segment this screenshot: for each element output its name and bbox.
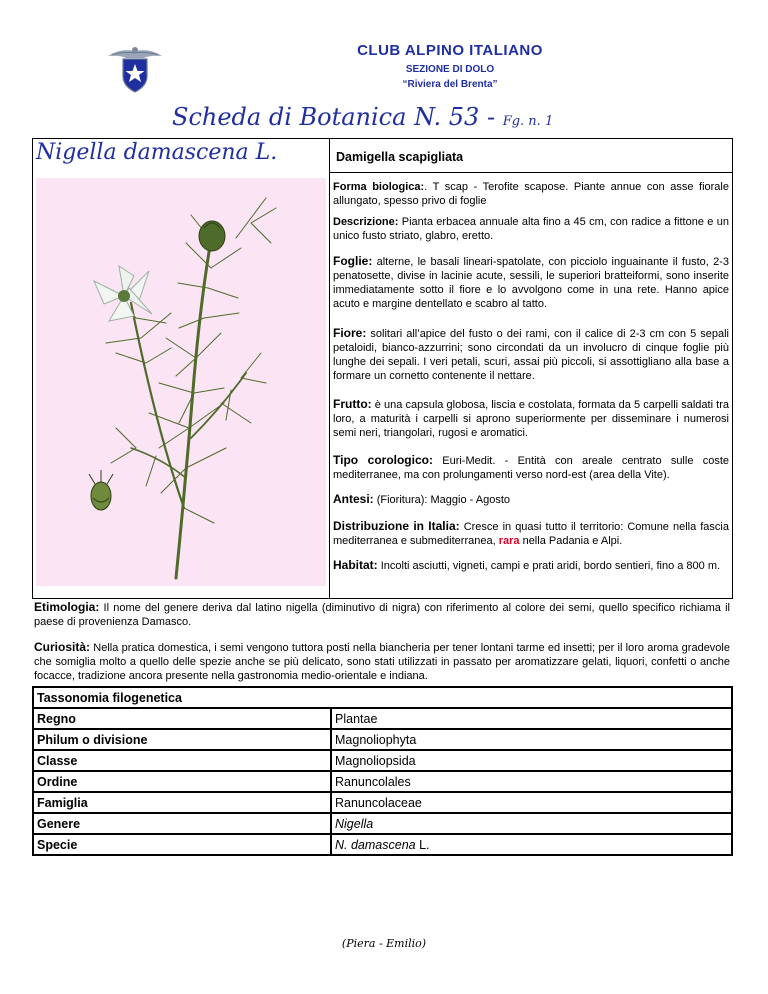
curiosita-label: Curiosità: [34, 640, 91, 654]
table-row [33, 729, 732, 750]
distribuzione-text-2: nella Padania e Alpi. [519, 535, 623, 547]
plant-drawing [36, 178, 326, 586]
etimologia-label: Etimologia: [34, 600, 100, 614]
common-name: Damigella scapigliata [336, 150, 464, 164]
taxonomy-key: Regno [33, 708, 331, 729]
forma-label: Forma biologica: [333, 181, 425, 193]
habitat [333, 558, 729, 573]
fiore [333, 326, 729, 383]
habitat-text: Incolti asciutti, vigneti, campi e prati aridi, bordo sentieri, fino a 800 m. [377, 560, 721, 572]
species-italic: N. damascena [335, 837, 416, 852]
org-name: CLUB ALPINO ITALIANO [357, 42, 543, 59]
antesi [333, 492, 729, 507]
frutto-text: è una capsula globosa, liscia e costolata, formata da 5 carpelli saldati tra loro, a maturità i carpelli si aprono superiormente per disseminare i numerosi semi neri, triangolari, rugosi e aromatici. [333, 399, 729, 439]
fiore-text: solitari all’apice del fusto o dei rami, con il calice di 2-3 cm con 5 sepali petaloidi, bianco-azzurrini; sono circondati da un involucro di cinque foglie più lunghe dei sepali. I veri petali, scuri, assai più piccoli, si assottigliano alla base a formare un cornetto contenente il nettare. [333, 328, 729, 382]
table-row [33, 771, 732, 792]
sheet-page: Fg. n. 1 [502, 114, 554, 129]
forma-biologica [333, 180, 729, 208]
table-row [33, 708, 732, 729]
table-row [33, 834, 732, 855]
forma-text: . T scap - Terofite scapose. Piante annue con asse fiorale allungato, spesso privo di foglie [333, 181, 729, 207]
table-row [33, 792, 732, 813]
table-row [33, 750, 732, 771]
descrizione [333, 215, 729, 243]
taxonomy-table [32, 686, 733, 856]
tipo-text: Euri-Medit. - Entità con areale centrato sulle coste mediterranee, ma con prolungamenti verso nord-est (area della Vite). [333, 455, 729, 481]
distribuzione-label: Distribuzione in Italia: [333, 519, 460, 533]
taxonomy-key: Philum o divisione [33, 729, 331, 750]
frutto-label: Frutto: [333, 397, 372, 411]
descrizione-text: Pianta erbacea annuale alta fino a 45 cm, con radice a fittone e un unico fusto striato, glabro, eretto. [333, 216, 729, 242]
taxonomy-value: Ranuncolales [331, 771, 732, 792]
foglie-text: alterne, le basali lineari-spatolate, con picciolo inguainante il fusto, 2-3 penatosette, divise in lacinie acute, sessili, le superiori bratteiformi, sono inserite immediatamente sotto il fiore e lo avvolgono come in una rete. Hanno apice acuto e margine dentellato e scabro al tatto. [333, 256, 729, 310]
plant-illustration [36, 178, 326, 586]
etimologia [34, 600, 730, 629]
taxonomy-value [331, 834, 732, 855]
foglie [333, 254, 729, 311]
taxonomy-value: Plantae [331, 708, 732, 729]
column-divider [329, 138, 330, 599]
foglie-label: Foglie: [333, 254, 373, 268]
descrizione-label: Descrizione: [333, 216, 399, 228]
distribuzione [333, 519, 729, 548]
taxonomy-key: Classe [33, 750, 331, 771]
sheet-title [172, 103, 553, 131]
tipo-label: Tipo corologico: [333, 453, 433, 467]
curiosita [34, 640, 730, 683]
frutto [333, 397, 729, 440]
org-section: SEZIONE DI DOLO [405, 64, 495, 75]
taxonomy-value: Magnoliopsida [331, 750, 732, 771]
table-row [33, 813, 732, 834]
taxonomy-key: Famiglia [33, 792, 331, 813]
scientific-name: Nigella damascena L. [36, 140, 278, 165]
taxonomy-value: Ranuncolaceae [331, 792, 732, 813]
etimologia-text: Il nome del genere deriva dal latino nigella (diminutivo di nigra) con riferimento al colore dei semi, quello specifico richiama il paese di provenienza Damasco. [34, 602, 730, 628]
org-subtitle: “Riviera del Brenta” [402, 79, 498, 90]
antesi-text: (Fioritura): Maggio - Agosto [373, 494, 511, 506]
antesi-label: Antesi: [333, 492, 374, 506]
habitat-label: Habitat: [333, 558, 378, 572]
taxonomy-header-row [33, 687, 732, 708]
taxonomy-title: Tassonomia filogenetica [33, 687, 732, 708]
fiore-label: Fiore: [333, 326, 367, 340]
curiosita-text: Nella pratica domestica, i semi vengono tuttora posti nella biancheria per tener lontani tarme ed insetti; per il loro aroma gradevole che somiglia molto a quello delle spezie anche se più delicato, sono stati utilizzati in passato per aromatizzare gelati, liquori, confetti o anche focacce, tradizione ancora presente nella gastronomia medio-orientale e indiana. [34, 642, 730, 682]
cai-logo [106, 42, 164, 94]
common-name-divider [329, 172, 733, 173]
taxonomy-key: Ordine [33, 771, 331, 792]
sheet-title-text: Scheda di Botanica N. 53 - [172, 103, 496, 131]
taxonomy-value: Magnoliophyta [331, 729, 732, 750]
rara-highlight: rara [498, 535, 520, 547]
distribuzione-text-1: Cresce in quasi tutto il territorio: Comune nella fascia mediterranea e submediterranea, [333, 521, 729, 547]
taxonomy-key: Genere [33, 813, 331, 834]
species-author: L. [415, 837, 430, 852]
taxonomy-value: Nigella [331, 813, 732, 834]
footer-authors: (Piera - Emilio) [341, 937, 427, 950]
tipo-corologico [333, 453, 729, 482]
taxonomy-key: Specie [33, 834, 331, 855]
